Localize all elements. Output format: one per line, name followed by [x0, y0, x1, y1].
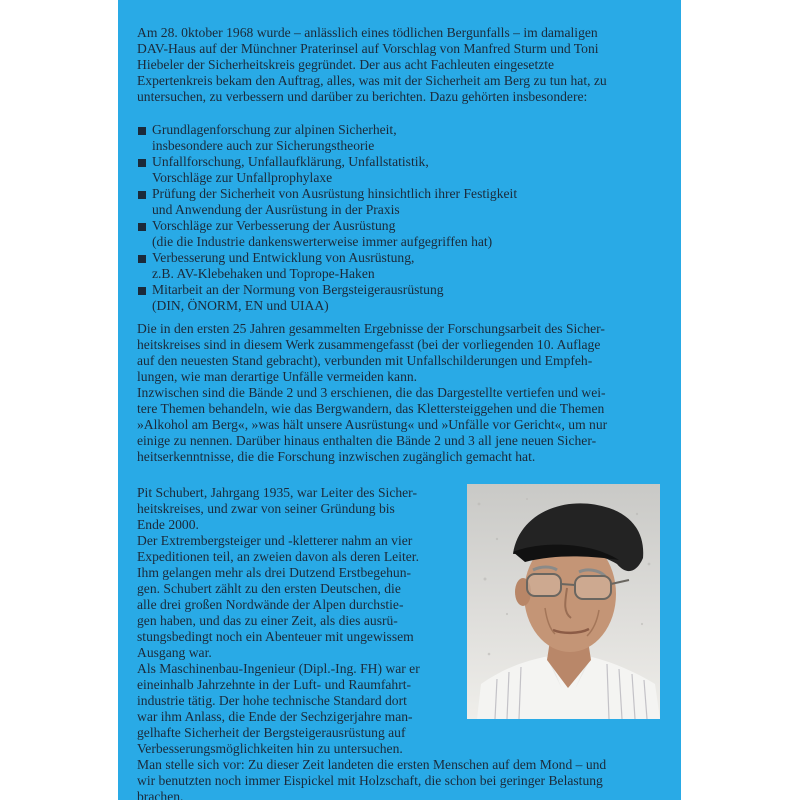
list-item-line: Verbesserung und Entwicklung von Ausrüstung,	[152, 250, 415, 265]
list-item-line: Mitarbeit an der Normung von Bergsteigerausrüstung	[152, 282, 444, 297]
text-line: Expeditionen teil, an zweien davon als deren Leiter.	[137, 549, 419, 564]
text-line: Man stelle sich vor: Zu dieser Zeit landeten die ersten Menschen auf dem Mond – und	[137, 757, 607, 772]
intro-paragraph	[137, 25, 667, 105]
list-item	[135, 154, 665, 186]
text-line: stungsbedingt noch ein Abenteuer mit ungewissem	[137, 629, 414, 644]
tasks-list	[135, 122, 665, 314]
text-line: Die in den ersten 25 Jahren gesammelten Ergebnisse der Forschungsarbeit des Sicher-	[137, 321, 605, 336]
text-line: tere Themen behandeln, wie das Bergwandern, das Klettersteiggehen und die Themen	[137, 401, 605, 416]
list-item-line: Vorschläge zur Verbesserung der Ausrüstung	[152, 218, 396, 233]
text-line: Ausgang war.	[137, 645, 212, 660]
closing-paragraph	[137, 757, 667, 800]
text-line: alle drei großen Nordwände der Alpen durchstie-	[137, 597, 404, 612]
text-line: Verbesserungsmöglichkeiten hin zu untersuchen.	[137, 741, 403, 756]
text-line: brachen.	[137, 789, 184, 800]
text-line: untersuchen, zu verbessern und darüber zu berichten. Dazu gehörten insbesondere:	[137, 89, 588, 104]
list-item	[135, 218, 665, 250]
text-line: wir benutzten noch immer Eispickel mit Holzschaft, die schon bei geringer Belastung	[137, 773, 603, 788]
list-item-line: Unfallforschung, Unfallaufklärung, Unfallstatistik,	[152, 154, 429, 169]
list-item	[135, 186, 665, 218]
text-line: Als Maschinenbau-Ingenieur (Dipl.-Ing. FH) war er	[137, 661, 420, 676]
text-line: heitskreises sind in diesem Werk zusammengefasst (bei der vorliegenden 10. Auflage	[137, 337, 601, 352]
text-line: gen haben, und das zu einer Zeit, als dies ausrü-	[137, 613, 398, 628]
text-line: DAV-Haus auf der Münchner Praterinsel auf Vorschlag von Manfred Sturm und Toni	[137, 41, 599, 56]
results-paragraph	[137, 321, 667, 465]
list-item	[135, 282, 665, 314]
text-line: auf den neuesten Stand gebracht), verbunden mit Unfallschilderungen und Empfeh-	[137, 353, 593, 368]
text-line: eineinhalb Jahrzehnte in der Luft- und Raumfahrt-	[137, 677, 412, 692]
author-bio	[137, 485, 462, 757]
text-line: heitskreises, und zwar von seiner Gründung bis	[137, 501, 395, 516]
text-line: einige zu nennen. Darüber hinaus enthalten die Bände 2 und 3 all jene neuen Sicher-	[137, 433, 597, 448]
text-line: industrie tätig. Der hohe technische Standard dort	[137, 693, 407, 708]
text-line: Am 28. 0ktober 1968 wurde – anlässlich eines tödlichen Bergunfalls – im damaligen	[137, 25, 598, 40]
text-line: Pit Schubert, Jahrgang 1935, war Leiter des Sicher-	[137, 485, 417, 500]
text-line: Expertenkreis bekam den Auftrag, alles, was mit der Sicherheit am Berg zu tun hat, zu	[137, 73, 607, 88]
text-line: gelhafte Sicherheit der Bergsteigerausrüstung auf	[137, 725, 406, 740]
text-line: Der Extrembergsteiger und -kletterer nahm an vier	[137, 533, 413, 548]
text-line: heitserkenntnisse, die die Forschung inzwischen zugänglich gemacht hat.	[137, 449, 536, 464]
list-item-line: Grundlagenforschung zur alpinen Sicherheit,	[152, 122, 397, 137]
text-line: gen. Schubert zählt zu den ersten Deutschen, die	[137, 581, 401, 596]
list-item-line: (die die Industrie dankenswerterweise immer aufgegriffen hat)	[152, 234, 493, 249]
list-item	[135, 122, 665, 154]
text-line: war ihm Anlass, die Ende der Sechzigerjahre man-	[137, 709, 413, 724]
text-line: Hiebeler der Sicherheitskreis gegründet. Der aus acht Fachleuten eingesetzte	[137, 57, 555, 72]
text-line: Ende 2000.	[137, 517, 199, 532]
list-item-line: und Anwendung der Ausrüstung in der Praxis	[152, 202, 400, 217]
list-item-line: Prüfung der Sicherheit von Ausrüstung hinsichtlich ihrer Festigkeit	[152, 186, 518, 201]
text-line: Inzwischen sind die Bände 2 und 3 erschienen, die das Dargestellte vertiefen und wei-	[137, 385, 606, 400]
text-line: Ihm gelangen mehr als drei Dutzend Erstbegehun-	[137, 565, 412, 580]
author-portrait	[467, 484, 660, 719]
text-line: »Alkohol am Berg«, »was hält unsere Ausrüstung« und »Unfälle vor Gericht«, um nur	[137, 417, 608, 432]
list-item-line: Vorschläge zur Unfallprophylaxe	[152, 170, 333, 185]
list-item-line: z.B. AV-Klebehaken und Toprope-Haken	[152, 266, 375, 281]
list-item-line: insbesondere auch zur Sicherungstheorie	[152, 138, 375, 153]
text-line: lungen, wie man derartige Unfälle vermeiden kann.	[137, 369, 418, 384]
list-item	[135, 250, 665, 282]
list-item-line: (DIN, ÖNORM, EN und UIAA)	[152, 298, 329, 313]
book-back-cover	[118, 0, 681, 800]
